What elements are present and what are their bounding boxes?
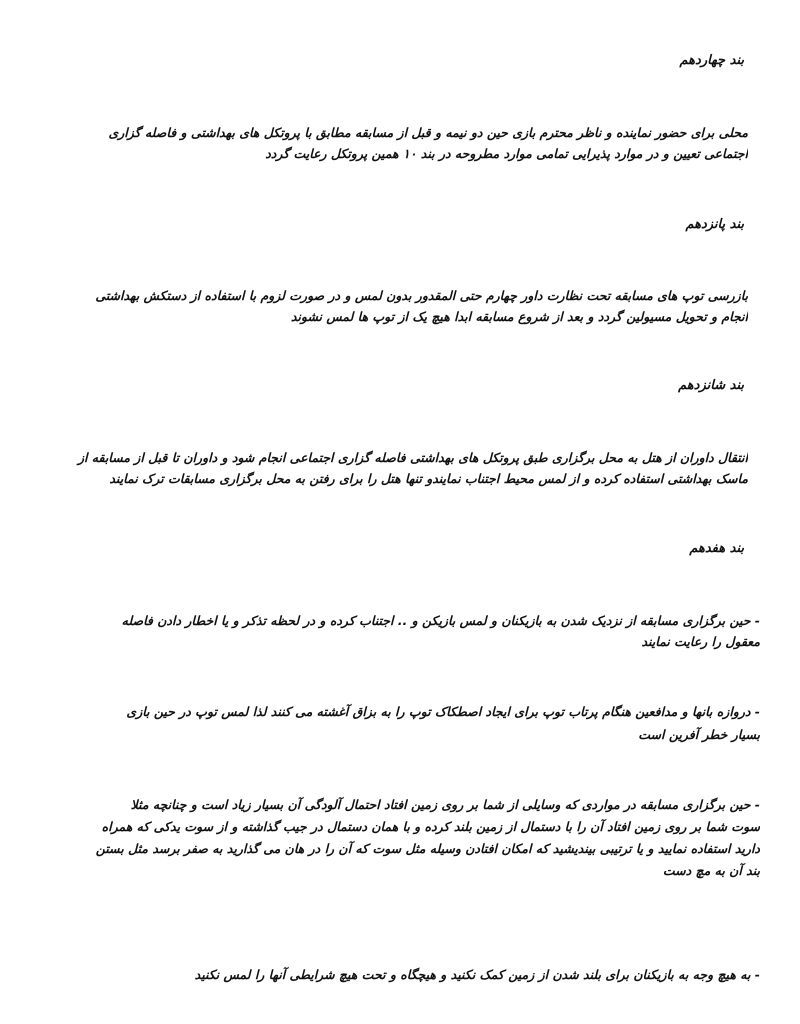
bullet-3-line-1: - حین برگزاری مسابقه در مواردی که وسایلی از شما بر روی زمین افتاد احتمال آلودگی آن بسیار زیاد است و چنانچه مثلا bbox=[130, 797, 760, 812]
section-heading-17: بند هفدهم bbox=[689, 541, 744, 556]
section-16-line-1: انتقال داوران از هتل به محل برگزاری طبق پروتکل های بهداشتی فاصله گزاری اجتماعی انجام شود و داوران تا قبل از مسابقه از bbox=[77, 450, 748, 465]
section-15-line-2: انجام و تحویل مسیولین گردد و بعد از شروع مسابقه ابدا هیچ یک از توپ ها لمس نشوند bbox=[290, 309, 748, 324]
section-15-line-1: بازرسی توپ های مسابقه تحت نظارت داور چهارم حتی المقدور بدون لمس و در صورت لزوم با استفاده از دستکش بهداشتی bbox=[95, 288, 748, 303]
section-heading-14: بند چهاردهم bbox=[679, 53, 744, 68]
bullet-3-line-4: بند آن به مچ دست bbox=[662, 863, 760, 878]
section-14-line-2: اجتماعی تعیین و در موارد پذیرایی تمامی موارد مطروحه در بند ۱۰ همین پروتکل رعایت گردد bbox=[265, 146, 748, 161]
section-heading-16: بند شانزدهم bbox=[678, 378, 744, 393]
bullet-3-line-2: سوت شما بر روی زمین افتاد آن را با دستمال از زمین بلند کرده و با همان دستمال در جیب گذاشته و از سوت یدکی که همراه bbox=[101, 819, 760, 834]
section-16-line-2: ماسک بهداشتی استفاده کرده و از لمس محیط اجتناب نمایندو تنها هتل را برای رفتن به محل برگزاری مسابقات ترک نمایند bbox=[109, 471, 748, 486]
bullet-3-line-3: دارید استفاده نمایید و یا ترتیبی بیندیشید که امکان افتادن وسیله مثل سوت که آن را در هان می گذارید به صفر برسد مثل بستن bbox=[95, 841, 760, 856]
bullet-2-line-2: بسیار خطر آفرین است bbox=[638, 727, 760, 742]
bullet-4-line-1: - به هیچ وجه به بازیکنان برای بلند شدن از زمین کمک نکنید و هیچگاه و تحت هیچ شرایطی آنها را لمس نکنید bbox=[194, 967, 760, 982]
bullet-2-line-1: - دروازه بانها و مدافعین هنگام پرتاب توپ برای ایجاد اصطکاک توپ را به بزاق آغشته می کنند لذا لمس توپ در حین بازی bbox=[126, 704, 760, 719]
section-14-line-1: محلی برای حضور نماینده و ناظر محترم بازی حین دو نیمه و قبل از مسابقه مطابق با پروتکل های بهداشتی و فاصله گزاری bbox=[108, 125, 748, 140]
bullet-1-line-1: - حین برگزاری مسابقه از نزدیک شدن به بازیکنان و لمس بازیکن و .. اجتناب کرده و در لحظه تذکر و یا اخطار دادن فاصله bbox=[121, 613, 760, 628]
section-heading-15: بند پانزدهم bbox=[685, 217, 744, 232]
bullet-1-line-2: معقول را رعایت نمایند bbox=[641, 634, 760, 649]
